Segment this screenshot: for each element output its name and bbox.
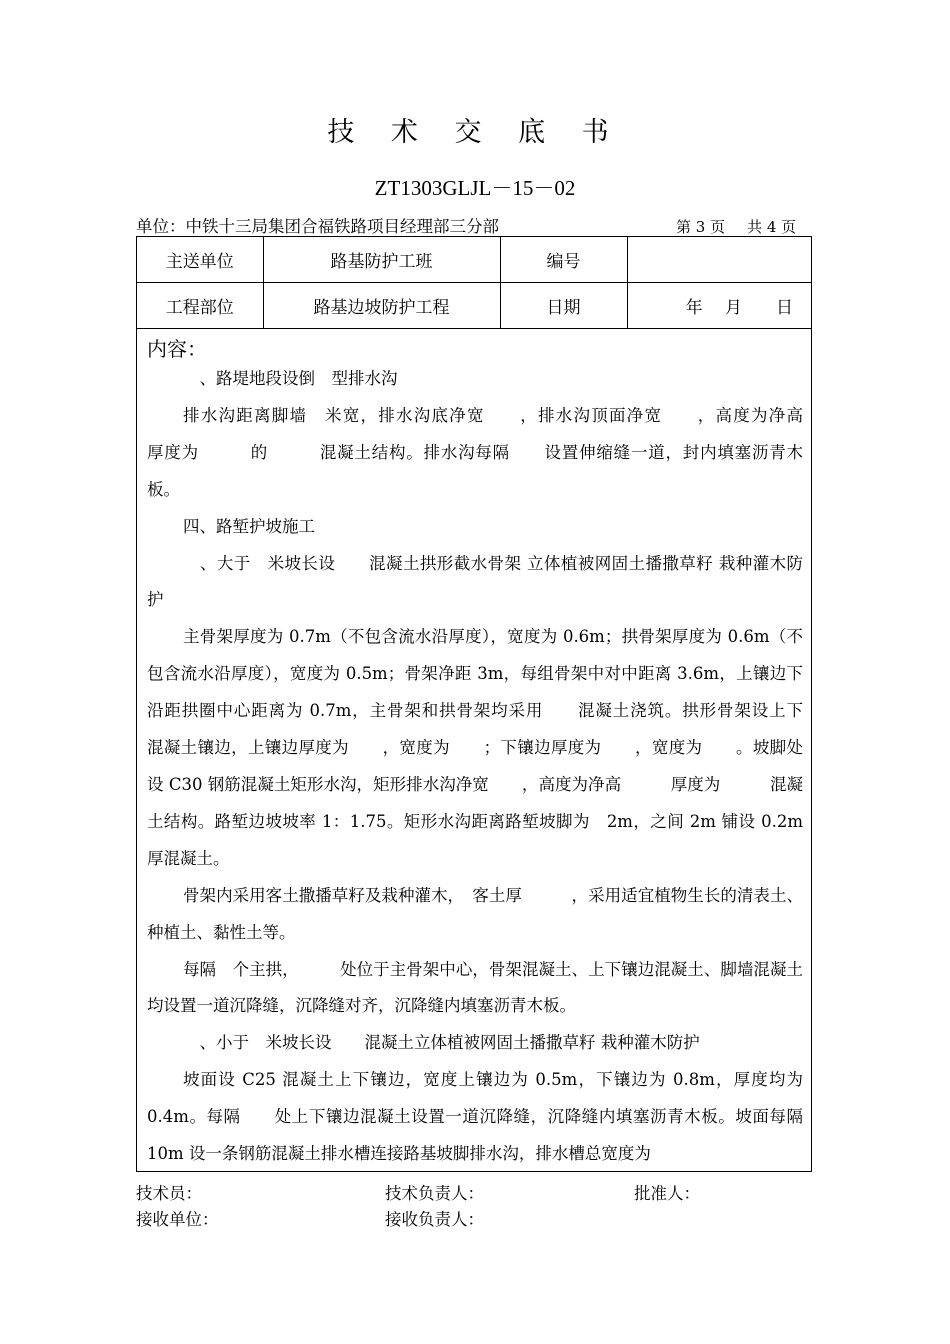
paragraph: 排水沟距离脚墙 米宽，排水沟底净宽 ，排水沟顶面净宽 ，高度为净高 厚度为 的 混凝土结构。排水沟每隔 设置伸缩缝一道，封内填塞沥青木板。 [147,405,853,499]
paragraph: 每隔 个主拱， 处位于主骨架中心，骨架混凝土、上下镶边混凝土、脚墙混凝土均设置一道沉降缝，沉降缝对齐，沉降缝内填塞沥青木板。 [147,959,803,1016]
page-number: 第 3 页 [676,218,726,236]
receiving-lead-signature: 接收负责人： [385,1210,484,1229]
content-body [147,361,853,1173]
section-heading: 四、路堑护坡施工 [183,516,315,536]
number-label: 编号 [500,237,627,283]
date-label: 日期 [500,283,627,329]
page-total: 共 4 页 [747,218,797,236]
disclosure-form [136,236,853,1172]
date-value: 年 月 日 [627,283,811,329]
document-code: ZT1303GLJL－15－02 [374,176,576,200]
header-row [137,237,811,283]
part-value: 路基边坡防护工程 [263,283,500,329]
send-unit-value: 路基防护工班 [263,237,500,283]
number-value [627,237,811,283]
technician-signature: 技术员： [136,1184,202,1203]
section-heading: 、小于 米坡长设 混凝土立体植被网固土播撒草籽 栽种灌木防护 [183,1033,700,1053]
paragraph: 坡面设 C25 混凝土上下镶边，宽度上镶边为 0.5m，下镶边为 0.8m，厚度均为 0.4m。每隔 处上下镶边混凝土设置一道沉降缝，沉降缝内填塞沥青木板。坡面每隔 10m 设一条钢筋混凝土排水槽连接路基坡脚排水沟，排水槽总宽度为 [147,1070,803,1164]
section-heading: 、大于 米坡长设 混凝土拱形截水骨架 立体植被网固土播撒草籽 栽种灌木防护 [147,553,803,610]
receiving-unit-signature: 接收单位： [136,1210,219,1229]
paragraph: 主骨架厚度为 0.7m（不包含流水沿厚度），宽度为 0.6m；拱骨架厚度为 0.6m（不包含流水沿厚度），宽度为 0.5m；骨架净距 3m，每组骨架中对中距离 3.6m，上镶边下沿距拱圈中心距离为 0.7m，主骨架和拱骨架均采用 混凝土浇筑。拱形骨架设上下 混凝土镶边，上镶边厚度为 ，宽度为 ；下镶边厚度为 ，宽度为 。坡脚处设 C30 钢筋混凝土矩形水沟，矩形排水沟净宽 ，高度为净高 厚度为 混凝土结构。路堑边坡坡率 1：1.75。矩形水沟距离路堑坡脚为 2m，之间 2m 铺设 0.2m 厚混凝土。 [147,627,836,868]
paragraph: 骨架内采用客土撒播草籽及栽种灌木， 客土厚 ，采用适宜植物生长的清表土、种植土、黏性土等。 [147,885,803,942]
unit-line: 单位：中铁十三局集团合福铁路项目经理部三分部 [136,217,499,236]
section-heading: 、路堤地段设倒 型排水沟 [183,369,398,388]
page-indicator [676,216,796,237]
document-title: 技 术 交 底 书 [327,117,623,148]
tech-lead-signature: 技术负责人： [385,1184,484,1203]
approver-signature: 批准人： [634,1184,700,1203]
content-label: 内容： [147,337,207,361]
send-unit-label: 主送单位 [137,237,263,283]
part-label: 工程部位 [137,283,263,329]
header-row [137,283,811,329]
header-table [137,237,811,329]
